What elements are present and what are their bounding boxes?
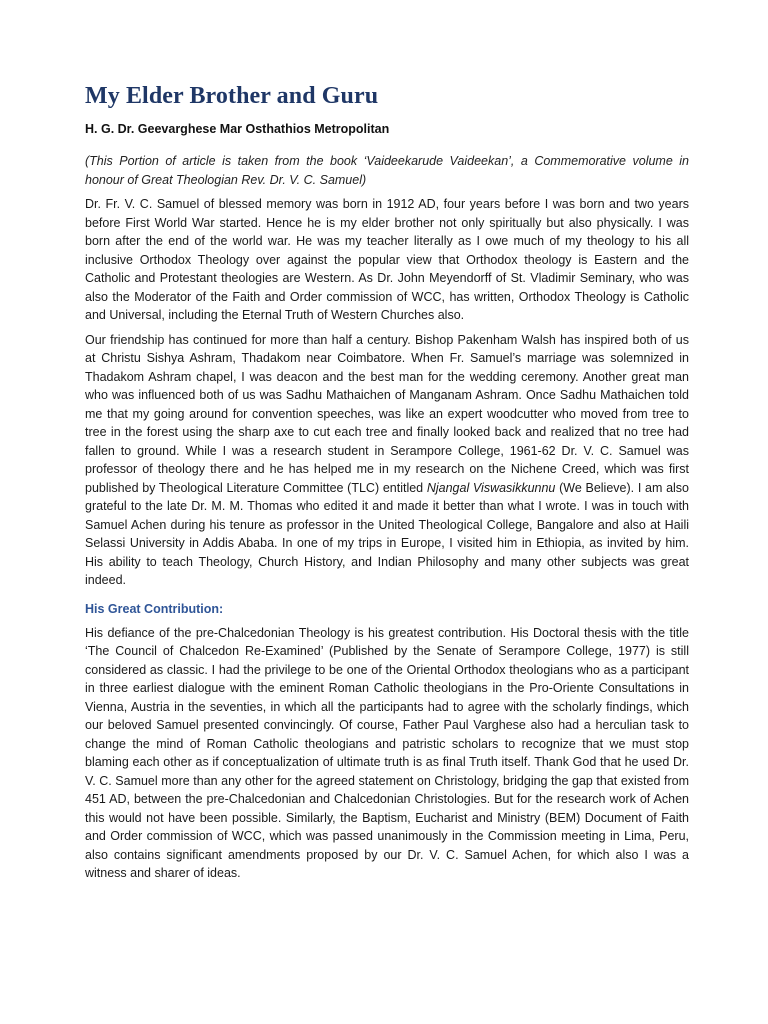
paragraph-2 (85, 331, 689, 590)
source-note: (This Portion of article is taken from the book ‘Vaideekarude Vaideekan’, a Commemorative volume in honour of Great Theologian Rev. Dr. V. C. Samuel) (85, 154, 689, 187)
section-heading: His Great Contribution: (85, 601, 224, 616)
paragraph-2-part-a: Our friendship has continued for more than half a century. Bishop Pakenham Walsh has inspired both of us at Christu Sishya Ashram, Thadakom near Coimbatore. When Fr. Samuel’s marriage was solemnized in Thadakom Ashram chapel, I was deacon and the best man for the wedding ceremony. Another great man who was influenced both of us was Sadhu Mathaichen of Manganam Ashram. Once Sadhu Mathaichen told me that my going around for convention speeches, was like an expert woodcutter who moved from tree to tree in the forest using the sharp axe to cut each tree and finally looked back and realized that no tree had fallen to ground. While I was a research student in Serampore College, 1961-62 Dr. V. C. Samuel was professor of theology there and he has helped me in my research on the Nichene Creed, which was first published by Theological Literature Committee (TLC) entitled (85, 332, 689, 495)
paragraph-2-part-b: (We Believe). I am also grateful to the late Dr. M. M. Thomas who edited it and made it better than what I wrote. I was in touch with Samuel Achen during his tenure as professor in the United Theological College, Bangalore and also at Haili Selassi University in Addis Ababa. In one of my trips in Europe, I visited him in Ethiopia, as invited by him. His ability to teach Theology, Church History, and Indian Philosophy and many other subjects was great indeed. (85, 480, 689, 587)
book-title-italic: Njangal Viswasikkunnu (426, 480, 556, 495)
article-author: H. G. Dr. Geevarghese Mar Osthathios Metropolitan (85, 122, 390, 136)
paragraph-3: His defiance of the pre-Chalcedonian Theology is his greatest contribution. His Doctoral thesis with the title ‘The Council of Chalcedon Re-Examined’ (Published by the Senate of Serampore College, 1977) is still considered as classic. I had the privilege to be one of the Oriental Orthodox theologians who as a participant in three earliest dialogue with the eminent Roman Catholic theologians in the Pro-Oriente Consultations in Vienna, Austria in the seventies, in which all the participants had to agree with the scholarly findings, which our beloved Samuel presented convincingly. Of course, Father Paul Varghese also had a herculian task to change the mind of Roman Catholic theologians and patristic scholars to recognize that we must stop blaming each other as if conceptualization of ultimate truth is as final Truth itself. Thank God that he used Dr. V. C. Samuel more than any other for the agreed statement on Christology, bridging the gap that existed from 451 AD, between the pre-Chalcedonian and Chalcedonian Christologies. But for the research work of Achen this would not have been possible. Similarly, the Baptism, Eucharist and Ministry (BEM) Document of Faith and Order commission of WCC, which was passed unanimously in the Commission meeting in Lima, Peru, also contains significant amendments proposed by our Dr. V. C. Samuel Achen, for which also I was a witness and sharer of ideas. (85, 625, 689, 880)
paragraph-1: Dr. Fr. V. C. Samuel of blessed memory was born in 1912 AD, four years before I was born and two years before First World War started. Hence he is my elder brother not only spiritually but also physically. I was born after the end of the world war. He was my teacher literally as I owe much of my theology to his all inclusive Orthodox Theology over against the popular view that Orthodox theology is Eastern and the Catholic and Protestant theologies are Western. As Dr. John Meyendorff of St. Vladimir Seminary, who was also the Moderator of the Faith and Order commission of WCC, has written, Orthodox Theology is Catholic and Universal, including the Eternal Truth of Western Churches also. (85, 197, 689, 322)
article-title: My Elder Brother and Guru (85, 83, 379, 109)
